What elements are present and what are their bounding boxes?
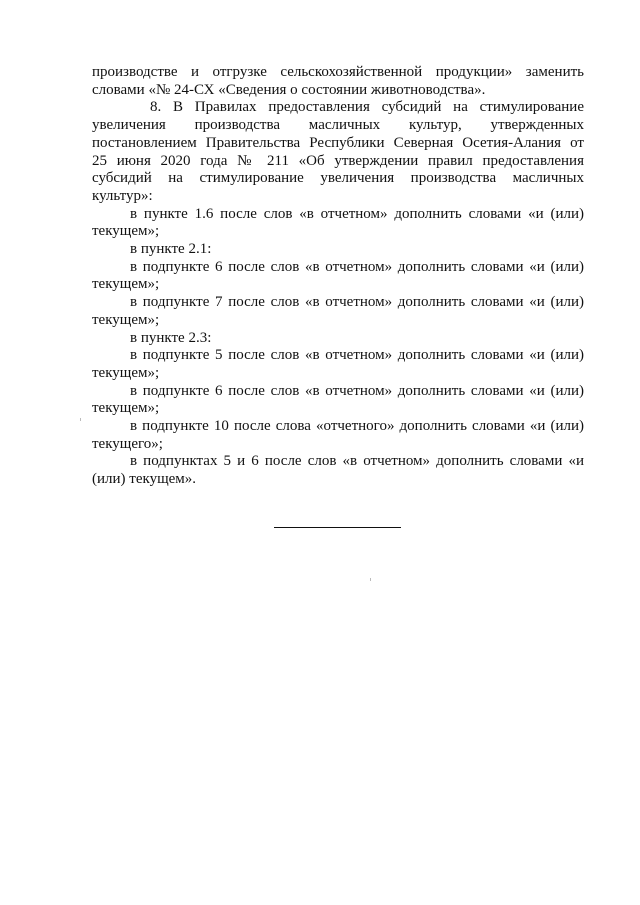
scan-mark: [370, 578, 371, 581]
list-item: в подпункте 7 после слов «в отчетном» дополнить словами «и (или): [130, 294, 584, 311]
list-item: в пункте 2.1:: [130, 241, 212, 258]
text-line: культур»:: [92, 187, 153, 204]
text-line: увеличения производства масличных культур, утвержденных: [92, 117, 584, 134]
text-line: (или) текущем».: [92, 471, 197, 488]
list-item: в подпункте 10 после слова «отчетного» дополнить словами «и (или): [130, 418, 584, 435]
text-line: текущем»;: [92, 364, 160, 381]
text-line: текущем»;: [92, 276, 160, 293]
document-body: [92, 64, 584, 489]
text-line: текущем»;: [92, 223, 160, 240]
text-line: 25 июня 2020 года № 211 «Об утверждении правил предоставления: [92, 152, 584, 169]
list-item: в подпункте 6 после слов «в отчетном» дополнить словами «и (или): [130, 258, 584, 275]
scan-mark: [80, 418, 81, 421]
text-line: словами «№ 24-СХ «Сведения о состоянии животноводства».: [92, 81, 486, 98]
text-line: субсидий на стимулирование увеличения производства масличных: [92, 170, 584, 187]
text-line: постановлением Правительства Республики Северная Осетия-Алания от: [92, 134, 584, 151]
list-item: в подпунктах 5 и 6 после слов «в отчетном» дополнить словами «и: [130, 453, 584, 470]
text-line: текущем»;: [92, 400, 160, 417]
list-item: в пункте 1.6 после слов «в отчетном» дополнить словами «и (или): [130, 205, 584, 222]
closing-rule: [274, 527, 401, 528]
list-item: в пункте 2.3:: [130, 329, 212, 346]
list-item: в подпункте 5 после слов «в отчетном» дополнить словами «и (или): [130, 347, 584, 364]
text-line: производстве и отгрузке сельскохозяйственной продукции» заменить: [92, 64, 584, 80]
list-item: в подпункте 6 после слов «в отчетном» дополнить словами «и (или): [130, 382, 584, 399]
paragraph-heading: 8. В Правилах предоставления субсидий на стимулирование: [150, 99, 584, 116]
text-line: текущем»;: [92, 311, 160, 328]
text-line: текущего»;: [92, 435, 163, 452]
